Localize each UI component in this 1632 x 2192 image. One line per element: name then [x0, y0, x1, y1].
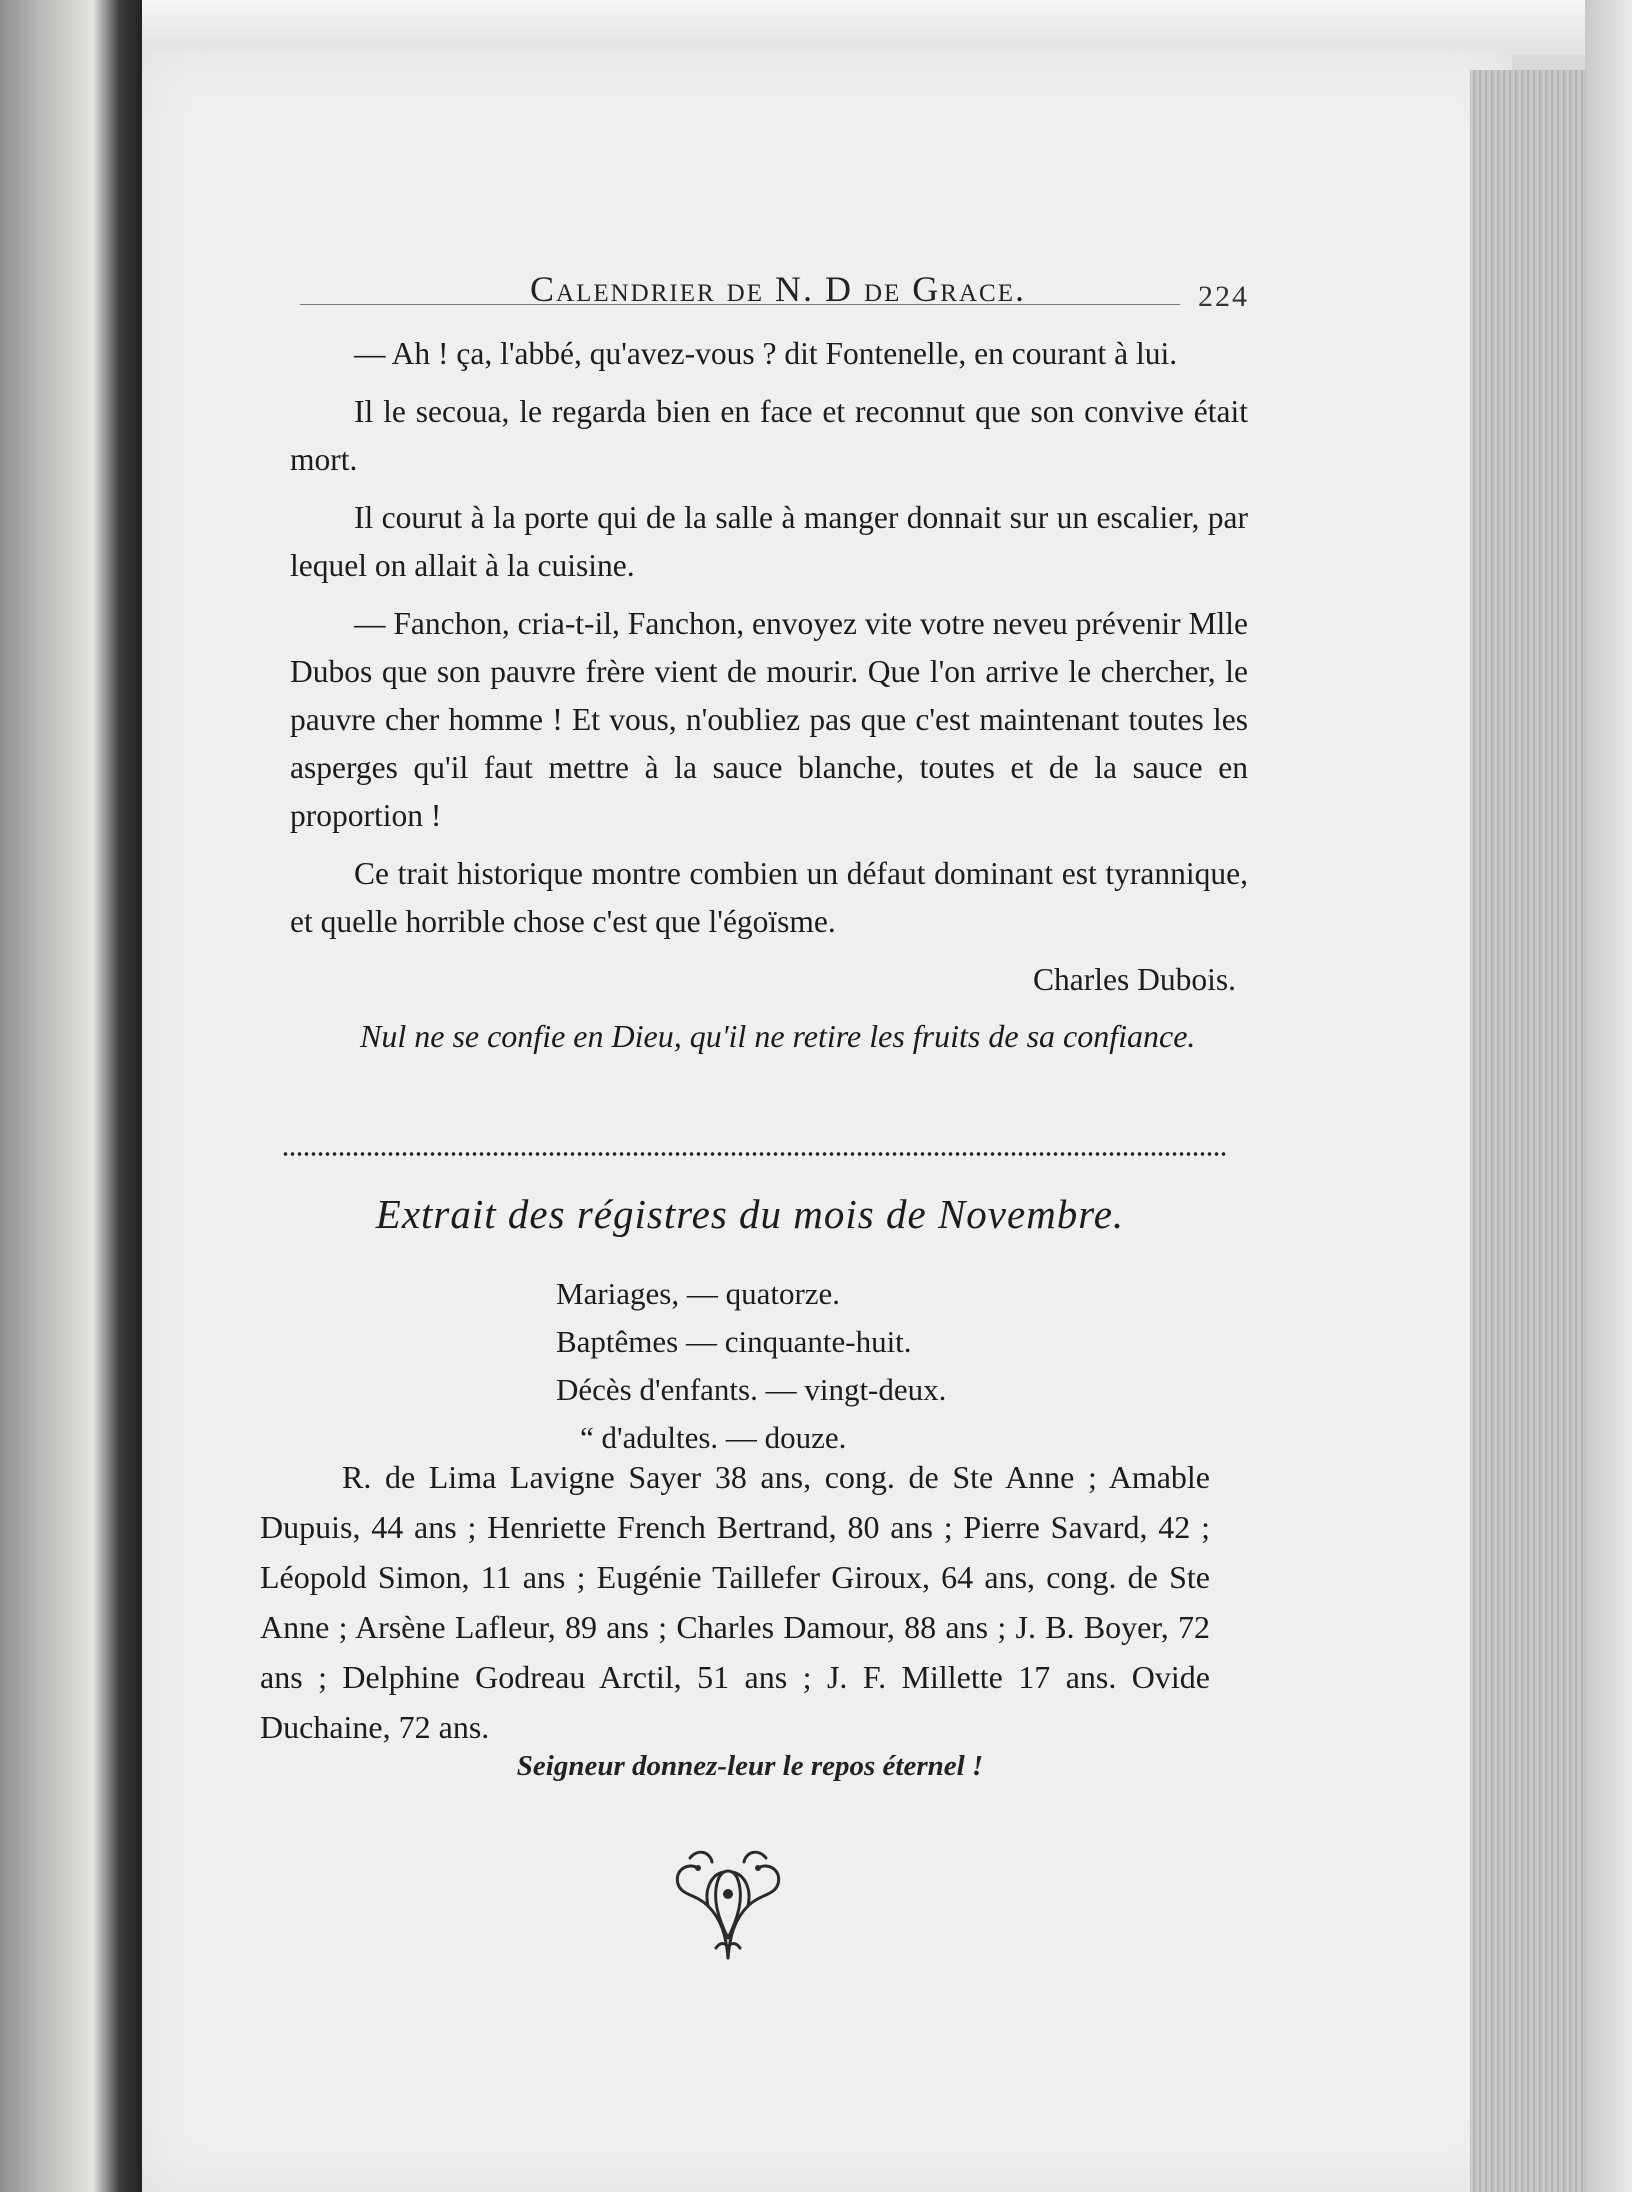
right-shadow	[1585, 0, 1632, 2192]
stat-child-deaths: Décès d'enfants. — vingt-deux.	[556, 1372, 947, 1407]
page-number: 224	[1198, 280, 1249, 313]
stat-marriages: Mariages, — quatorze.	[556, 1276, 841, 1311]
register-title: Extrait des régistres du mois de Novembre.	[375, 1191, 1125, 1237]
story-text	[290, 330, 1248, 1014]
story-paragraph: Ce trait historique montre combien un défaut dominant est tyrannique, et quelle horrible chose c'est que l'égoïsme.	[290, 856, 1248, 939]
prayer-line: Seigneur donnez-leur le repos éternel !	[516, 1750, 984, 1782]
stat-adult-deaths: “ d'adultes. — douze.	[580, 1420, 847, 1455]
left-page-edge	[0, 0, 150, 2192]
story-paragraph: — Fanchon, cria-t-il, Fanchon, envoyez vite votre neveu prévenir Mlle Dubos que son pauvre frère vient de mourir. Que l'on arrive le chercher, le pauvre cher homme ! Et vous, n'oubliez pas que c'est maintenant toutes les asperges qu'il faut mettre à la sauce blanche, toutes et de la sauce en proportion !	[290, 606, 1248, 833]
maxim: Nul ne se confie en Dieu, qu'il ne retire les fruits de sa confiance.	[360, 1018, 1196, 1054]
story-paragraph: Il le secoua, le regarda bien en face et reconnut que son convive était mort.	[290, 394, 1248, 477]
running-title: Calendrier de N. D de Grace.	[530, 269, 1026, 309]
story-paragraph: — Ah ! ça, l'abbé, qu'avez-vous ? dit Fontenelle, en courant à lui.	[354, 336, 1178, 371]
page-edge-stack	[1470, 70, 1590, 2192]
stat-baptisms: Baptêmes — cinquante-huit.	[556, 1324, 912, 1359]
story-paragraph: Il courut à la porte qui de la salle à manger donnait sur un escalier, par lequel on allait à la cuisine.	[290, 500, 1248, 583]
fleuron-ornament-icon	[668, 1838, 788, 1968]
deaths-list: R. de Lima Lavigne Sayer 38 ans, cong. de Ste Anne ; Amable Dupuis, 44 ans ; Henriette French Bertrand, 80 ans ; Pierre Savard, 42 ; Léopold Simon, 11 ans ; Eugénie Taillefer Giroux, 64 ans, cong. de Ste Anne ; Arsène Lafleur, 89 ans ; Charles Damour, 88 ans ; J. B. Boyer, 72 ans ; Delphine Godreau Arctil, 51 ans ; J. F. Millette 17 ans. Ovide Duchaine, 72 ans.	[260, 1459, 1210, 1745]
header-rule	[300, 304, 1180, 305]
top-shadow	[142, 0, 1632, 55]
register-stats	[556, 1270, 1156, 1462]
author-signature: Charles Dubois.	[1033, 962, 1236, 997]
dotted-separator	[282, 1150, 1227, 1158]
